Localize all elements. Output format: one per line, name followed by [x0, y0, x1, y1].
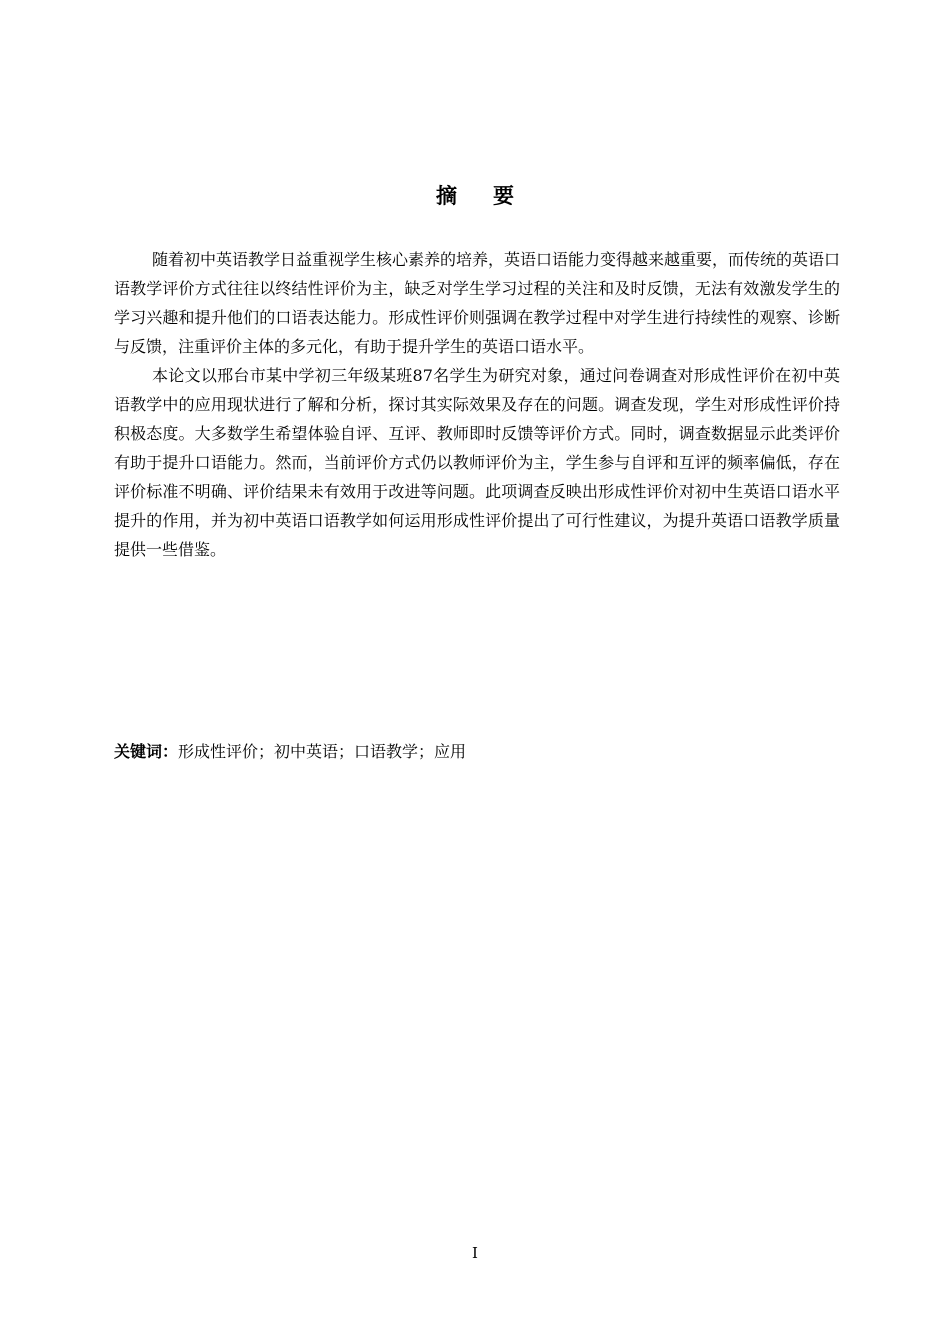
- keywords-label: 关键词：: [114, 742, 179, 761]
- abstract-body: [114, 245, 840, 564]
- abstract-paragraph-2: 本论文以邢台市某中学初三年级某班87名学生为研究对象，通过问卷调查对形成性评价在初中英语教学中的应用现状进行了解和分析，探讨其实际效果及存在的问题。调查发现，学生对形成性评价持积极态度。大多数学生希望体验自评、互评、教师即时反馈等评价方式。同时，调查数据显示此类评价有助于提升口语能力。然而，当前评价方式仍以教师评价为主，学生参与自评和互评的频率偏低，存在评价标准不明确、评价结果未有效用于改进等问题。此项调查反映出形成性评价对初中生英语口语水平提升的作用，并为初中英语口语教学如何运用形成性评价提出了可行性建议，为提升英语口语教学质量提供一些借鉴。: [114, 366, 840, 559]
- keywords-text: 形成性评价；初中英语；口语教学；应用: [178, 742, 467, 761]
- keywords-line: [114, 737, 840, 766]
- page-number: I: [472, 1244, 478, 1262]
- abstract-paragraph-1: 随着初中英语教学日益重视学生核心素养的培养，英语口语能力变得越来越重要，而传统的英语口语教学评价方式往往以终结性评价为主，缺乏对学生学习过程的关注和及时反馈，无法有效激发学生的学习兴趣和提升他们的口语表达能力。形成性评价则强调在教学过程中对学生进行持续性的观察、诊断与反馈，注重评价主体的多元化，有助于提升学生的英语口语水平。: [114, 250, 841, 356]
- abstract-title: 摘要: [436, 184, 550, 208]
